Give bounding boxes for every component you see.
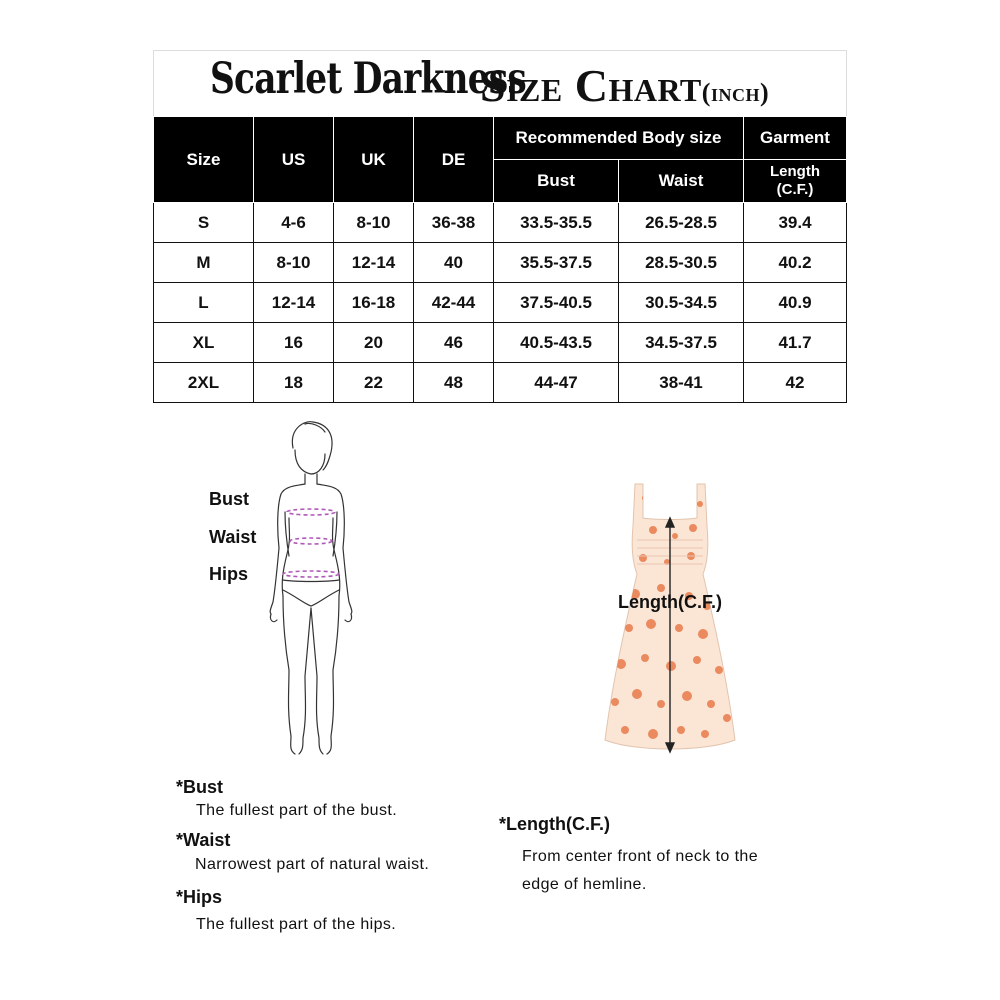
def-bust-text: The fullest part of the bust. — [196, 802, 398, 819]
def-bust-term: *Bust — [176, 777, 224, 797]
def-length-text-1: From center front of neck to the — [522, 848, 759, 865]
cell-waist: 30.5-34.5 — [619, 283, 744, 323]
cell-de: 40 — [414, 243, 494, 283]
figure-label-waist: Waist — [209, 527, 257, 547]
cell-size: 2XL — [154, 363, 254, 403]
cell-bust: 33.5-35.5 — [494, 203, 619, 243]
header-de: DE — [414, 117, 494, 203]
def-waist-term: *Waist — [176, 830, 231, 850]
cell-size: XL — [154, 323, 254, 363]
cell-length: 41.7 — [744, 323, 847, 363]
cell-us: 16 — [254, 323, 334, 363]
header-garment: Garment — [744, 117, 847, 160]
def-hips-term: *Hips — [176, 887, 223, 907]
header-length: Length (C.F.) — [744, 160, 847, 203]
figure-label-hips: Hips — [209, 564, 249, 584]
chart-header — [153, 50, 847, 117]
cell-length: 40.9 — [744, 283, 847, 323]
cell-de: 36-38 — [414, 203, 494, 243]
cell-bust: 44-47 — [494, 363, 619, 403]
def-hips-text: The fullest part of the hips. — [196, 916, 397, 933]
header-us: US — [254, 117, 334, 203]
table-row — [154, 363, 847, 403]
cell-bust: 37.5-40.5 — [494, 283, 619, 323]
cell-de: 42-44 — [414, 283, 494, 323]
table-row — [154, 203, 847, 243]
size-table — [153, 116, 847, 403]
cell-size: M — [154, 243, 254, 283]
cell-us: 8-10 — [254, 243, 334, 283]
cell-uk: 8-10 — [334, 203, 414, 243]
cell-de: 46 — [414, 323, 494, 363]
dress-illustration — [595, 478, 745, 758]
header-body-size: Recommended Body size — [494, 117, 744, 160]
cell-us: 4-6 — [254, 203, 334, 243]
cell-us: 18 — [254, 363, 334, 403]
body-figure-illustration — [255, 420, 365, 760]
def-length-text-2: edge of hemline. — [522, 876, 647, 893]
cell-de: 48 — [414, 363, 494, 403]
cell-uk: 20 — [334, 323, 414, 363]
cell-us: 12-14 — [254, 283, 334, 323]
cell-waist: 38-41 — [619, 363, 744, 403]
header-bust: Bust — [494, 160, 619, 203]
table-row — [154, 323, 847, 363]
size-table-body — [154, 203, 847, 403]
table-row — [154, 243, 847, 283]
cell-waist: 28.5-30.5 — [619, 243, 744, 283]
cell-size: L — [154, 283, 254, 323]
header-uk: UK — [334, 117, 414, 203]
cell-uk: 16-18 — [334, 283, 414, 323]
header-size: Size — [154, 117, 254, 203]
header-waist: Waist — [619, 160, 744, 203]
cell-size: S — [154, 203, 254, 243]
cell-uk: 22 — [334, 363, 414, 403]
cell-length: 40.2 — [744, 243, 847, 283]
table-row — [154, 283, 847, 323]
chart-unit: (inch) — [701, 78, 770, 107]
cell-bust: 40.5-43.5 — [494, 323, 619, 363]
chart-title-text: Size Chart — [480, 60, 702, 111]
def-length-term: *Length(C.F.) — [499, 814, 610, 834]
cell-bust: 35.5-37.5 — [494, 243, 619, 283]
cell-waist: 26.5-28.5 — [619, 203, 744, 243]
cell-length: 42 — [744, 363, 847, 403]
brand-logo: Scarlet Darkness — [210, 54, 526, 104]
dress-length-label: Length(C.F.) — [618, 592, 722, 612]
chart-title — [480, 59, 769, 112]
figure-label-bust: Bust — [209, 489, 249, 509]
cell-waist: 34.5-37.5 — [619, 323, 744, 363]
cell-uk: 12-14 — [334, 243, 414, 283]
def-waist-text: Narrowest part of natural waist. — [195, 856, 430, 873]
cell-length: 39.4 — [744, 203, 847, 243]
